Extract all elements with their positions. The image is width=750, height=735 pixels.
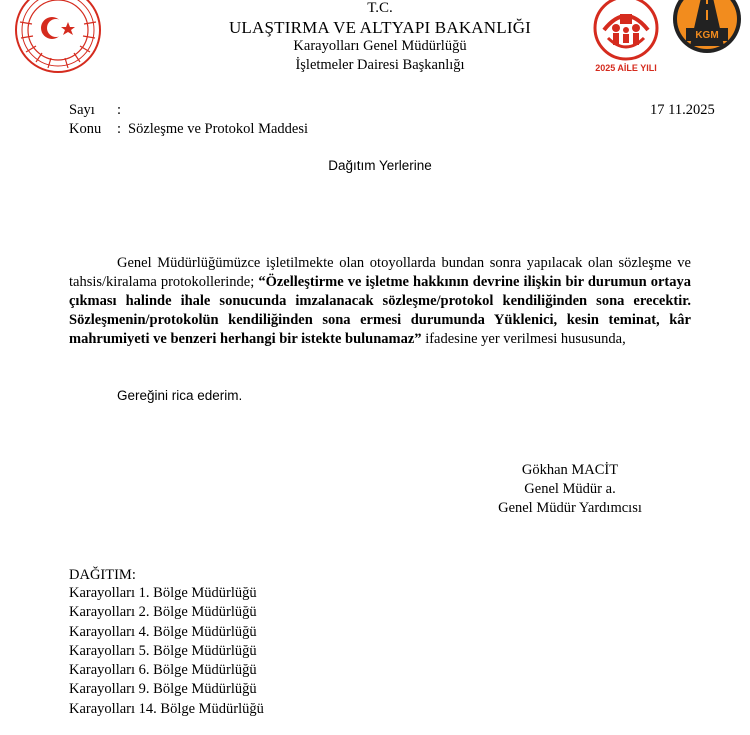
department-title: İşletmeler Dairesi Başkanlığı <box>295 57 465 73</box>
ministry-seal-logo <box>12 0 104 74</box>
general-directorate-title: Karayolları Genel Müdürlüğü <box>293 38 467 54</box>
body-text-end: ifadesine yer verilmesi hususunda, <box>421 331 626 347</box>
distribution-item: Karayolları 1. Bölge Müdürlüğü <box>69 585 257 601</box>
family-year-text: 2025 AİLE YILI <box>595 63 657 73</box>
document-date: 17 11.2025 <box>650 102 715 118</box>
sayi-label: Sayı <box>69 102 95 118</box>
distribution-item: Karayolları 14. Bölge Müdürlüğü <box>69 700 264 717</box>
distribution-item: Karayolları 6. Bölge Müdürlüğü <box>69 662 257 679</box>
closing-text: Gereğini rica ederim. <box>117 388 243 403</box>
distribution-title: DAĞITIM: <box>69 567 136 583</box>
konu-colon: : <box>117 121 122 137</box>
distribution-item: Karayolları 4. Bölge Müdürlüğü <box>69 623 257 640</box>
distribution-item: Karayolları 2. Bölge Müdürlüğü <box>69 604 257 621</box>
body-paragraph <box>69 254 691 349</box>
distribution-item: Karayolları 9. Bölge Müdürlüğü <box>69 681 257 698</box>
signatory-name: Gökhan MACİT <box>521 462 619 478</box>
kgm-logo <box>672 0 742 54</box>
signatory-title-1: Genel Müdür a. <box>524 481 616 497</box>
body-text-quote: “Özelleştirme ve işletme hakkının devrine ilişkin bir durumun ortaya çıkması halinde ihale sonucunda imzalanacak sözleşme/protokol kendiliğinden sona erecektir. Sözleşmenin/protokolün kendiliğinden sona ermesi durumunda Yüklenici, kesin teminat, kâr mahrumiyeti ve benzeri herhangi bir istekte bulunamaz” <box>69 274 691 347</box>
distribution-item: Karayolları 5. Bölge Müdürlüğü <box>69 642 257 659</box>
header-tc: T.C. <box>367 0 393 16</box>
body-text-intro: Genel Müdürlüğümüzce işletilmekte olan otoyollarda bundan sonra yapılacak olan sözleşme ve tahsis/kiralama protokollerinde; <box>69 255 691 290</box>
family-year-logo <box>590 0 662 74</box>
ministry-title: ULAŞTIRMA VE ALTYAPI BAKANLIĞI <box>228 18 532 37</box>
recipients-heading: Dağıtım Yerlerine <box>328 158 432 173</box>
subject-value: Sözleşme ve Protokol Maddesi <box>128 121 309 137</box>
konu-label: Konu <box>69 121 102 137</box>
signatory-title-2: Genel Müdür Yardımcısı <box>498 500 642 516</box>
distribution-list <box>69 584 264 719</box>
sayi-colon: : <box>117 102 122 118</box>
kgm-text: KGM <box>695 30 719 41</box>
